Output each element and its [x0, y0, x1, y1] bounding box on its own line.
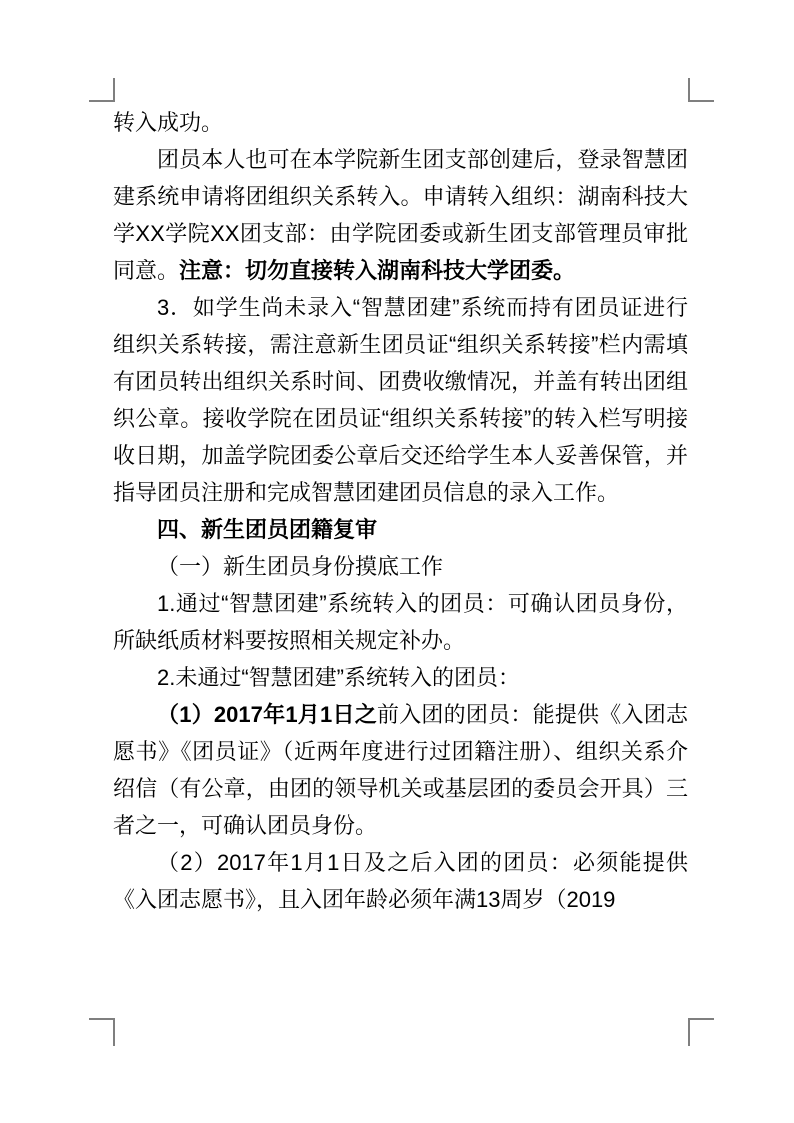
bold-text-run: 四、新生团员团籍复审 — [157, 517, 378, 542]
para-sub-2-joined-after-2017 — [113, 844, 688, 918]
margin-crop-mark-top-left — [89, 78, 115, 102]
heading-section-4-review — [113, 511, 688, 548]
para-item-1-transferred-via-system — [113, 585, 688, 659]
text-run: 团员本人也可在本学院新生团支部创建后，登录智慧团建系统申请将团组织关系转入。申请转入组织：湖南科技大学XX学院XX团支部：由学院团委或新生团支部管理员审批同意。 — [113, 147, 688, 283]
para-sub-1-joined-before-2017 — [113, 696, 688, 844]
para-self-transfer — [113, 141, 688, 289]
bold-text-run: 注意：切勿直接转入湖南科技大学团委。 — [179, 258, 576, 283]
heading-subsection-1-identity-check — [113, 548, 688, 585]
margin-crop-mark-bottom-right — [688, 1018, 714, 1046]
text-run: 前入团的团员：能提供《入团志愿书》《团员证》（近两年度进行过团籍注册）、组织关系介绍信（有公章，由团的领导机关或基层团的委员会开具）三者之一，可确认团员身份。 — [113, 702, 688, 838]
para-prev-page-tail — [113, 104, 688, 141]
text-run: 1.通过“智慧团建”系统转入的团员：可确认团员身份，所缺纸质材料要按照相关规定补办。 — [113, 591, 688, 653]
text-run: 转入成功。 — [113, 110, 224, 135]
text-run: 3．如学生尚未录入“智慧团建”系统而持有团员证进行组织关系转接，需注意新生团员证“组织关系转接”栏内需填有团员转出组织关系时间、团费收缴情况，并盖有转出团组织公章。接收学院在团员证“组织关系转接”的转入栏写明接收日期，加盖学院团委公章后交还给学生本人妥善保管，并指导团员注册和完成智慧团建团员信息的录入工作。 — [113, 295, 688, 505]
text-run: （2）2017年1月1日及之后入团的团员：必须能提供《入团志愿书》，且入团年龄必须年满13周岁（2019 — [113, 850, 688, 912]
document-body — [113, 104, 688, 918]
para-item-2-not-transferred-via-system — [113, 659, 688, 696]
para-item-3-certificate-transfer — [113, 289, 688, 511]
margin-crop-mark-top-right — [688, 78, 714, 102]
text-run: 2.未通过“智慧团建”系统转入的团员： — [157, 665, 521, 690]
bold-text-run: （1）2017年1月1日之 — [157, 702, 377, 727]
margin-crop-mark-bottom-left — [89, 1018, 115, 1046]
text-run: （一）新生团员身份摸底工作 — [157, 554, 444, 579]
